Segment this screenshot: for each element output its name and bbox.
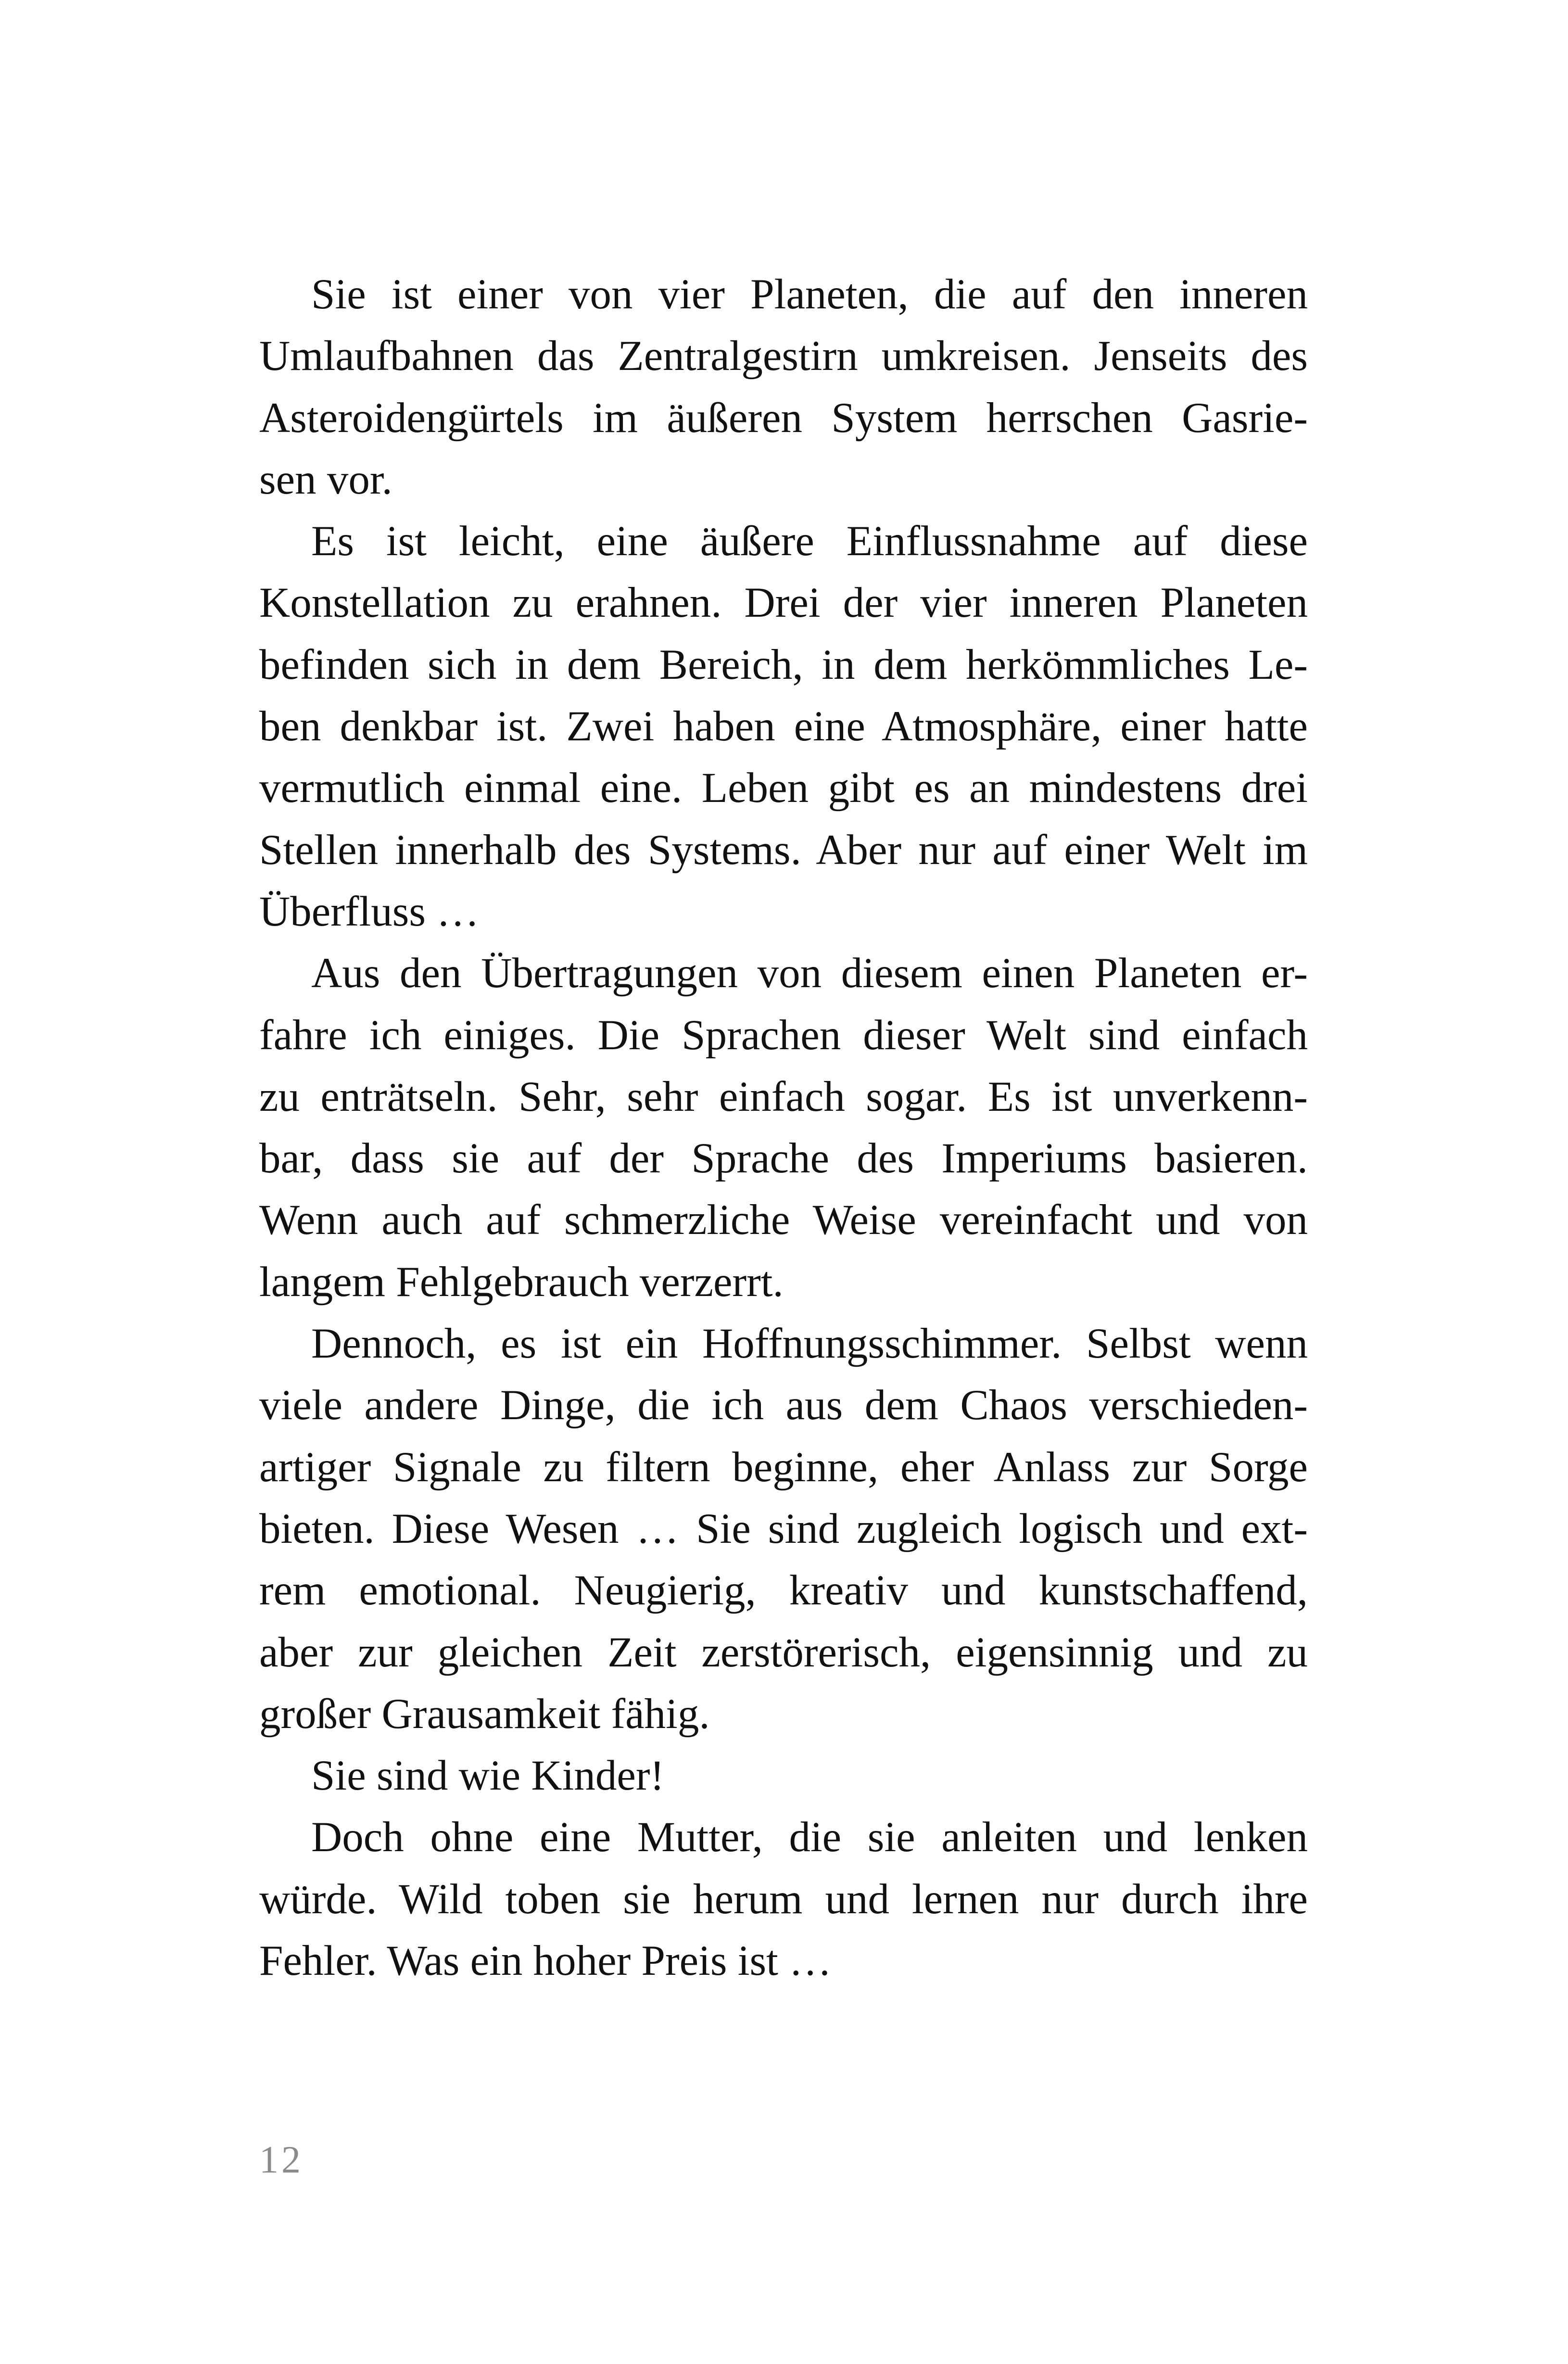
text-line: sen vor.	[259, 456, 392, 503]
text-line: Überfluss …	[259, 888, 480, 935]
text-line: Es ist leicht, eine äußere Einflussnahme auf diese	[311, 518, 1308, 565]
text-line: Sie ist einer von vier Planeten, die auf den inneren	[311, 271, 1308, 318]
text-line: langem Fehlgebrauch verzerrt.	[259, 1258, 784, 1306]
text-line: Umlaufbahnen das Zentralgestirn umkreisen. Jenseits des	[259, 332, 1308, 380]
text-line: fahre ich einiges. Die Sprachen dieser Welt sind einfach	[259, 1011, 1308, 1059]
text-line: artiger Signale zu filtern beginne, eher Anlass zur Sorge	[259, 1443, 1308, 1491]
text-line: rem emotional. Neugierig, kreativ und kunstschaffend,	[259, 1567, 1308, 1614]
text-line: Doch ohne eine Mutter, die sie anleiten und lenken	[311, 1814, 1308, 1861]
text-line: befinden sich in dem Bereich, in dem herkömmliches Le-	[259, 641, 1308, 688]
text-line: großer Grausamkeit fähig.	[259, 1690, 710, 1738]
text-line: bar, dass sie auf der Sprache des Imperiums basieren.	[259, 1135, 1308, 1182]
text-line: Asteroidengürtels im äußeren System herrschen Gasrie-	[259, 394, 1308, 442]
text-line: viele andere Dinge, die ich aus dem Chaos verschieden-	[259, 1382, 1308, 1429]
text-line: Konstellation zu erahnen. Drei der vier inneren Planeten	[259, 579, 1308, 627]
text-line: Stellen innerhalb des Systems. Aber nur auf einer Welt im	[259, 826, 1308, 874]
text-line: Dennoch, es ist ein Hoffnungsschimmer. Selbst wenn	[311, 1320, 1308, 1368]
text-line: Wenn auch auf schmerzliche Weise vereinfacht und von	[259, 1196, 1308, 1244]
text-line: aber zur gleichen Zeit zerstörerisch, eigensinnig und zu	[259, 1628, 1308, 1676]
text-line: bieten. Diese Wesen … Sie sind zugleich logisch und ext-	[259, 1505, 1308, 1552]
body-text	[259, 264, 1308, 1992]
text-line: Sie sind wie Kinder!	[311, 1752, 665, 1800]
text-line: Aus den Übertragungen von diesem einen Planeten er-	[311, 950, 1308, 997]
text-line: würde. Wild toben sie herum und lernen nur durch ihre	[259, 1875, 1308, 1923]
text-line: zu enträtseln. Sehr, sehr einfach sogar. Es ist unverkenn-	[259, 1073, 1308, 1120]
page-number: 12	[259, 2139, 303, 2181]
text-line: Fehler. Was ein hoher Preis ist …	[259, 1937, 832, 1985]
text-line: ben denkbar ist. Zwei haben eine Atmosphäre, einer hatte	[259, 703, 1308, 750]
text-line: vermutlich einmal eine. Leben gibt es an mindestens drei	[259, 764, 1308, 812]
